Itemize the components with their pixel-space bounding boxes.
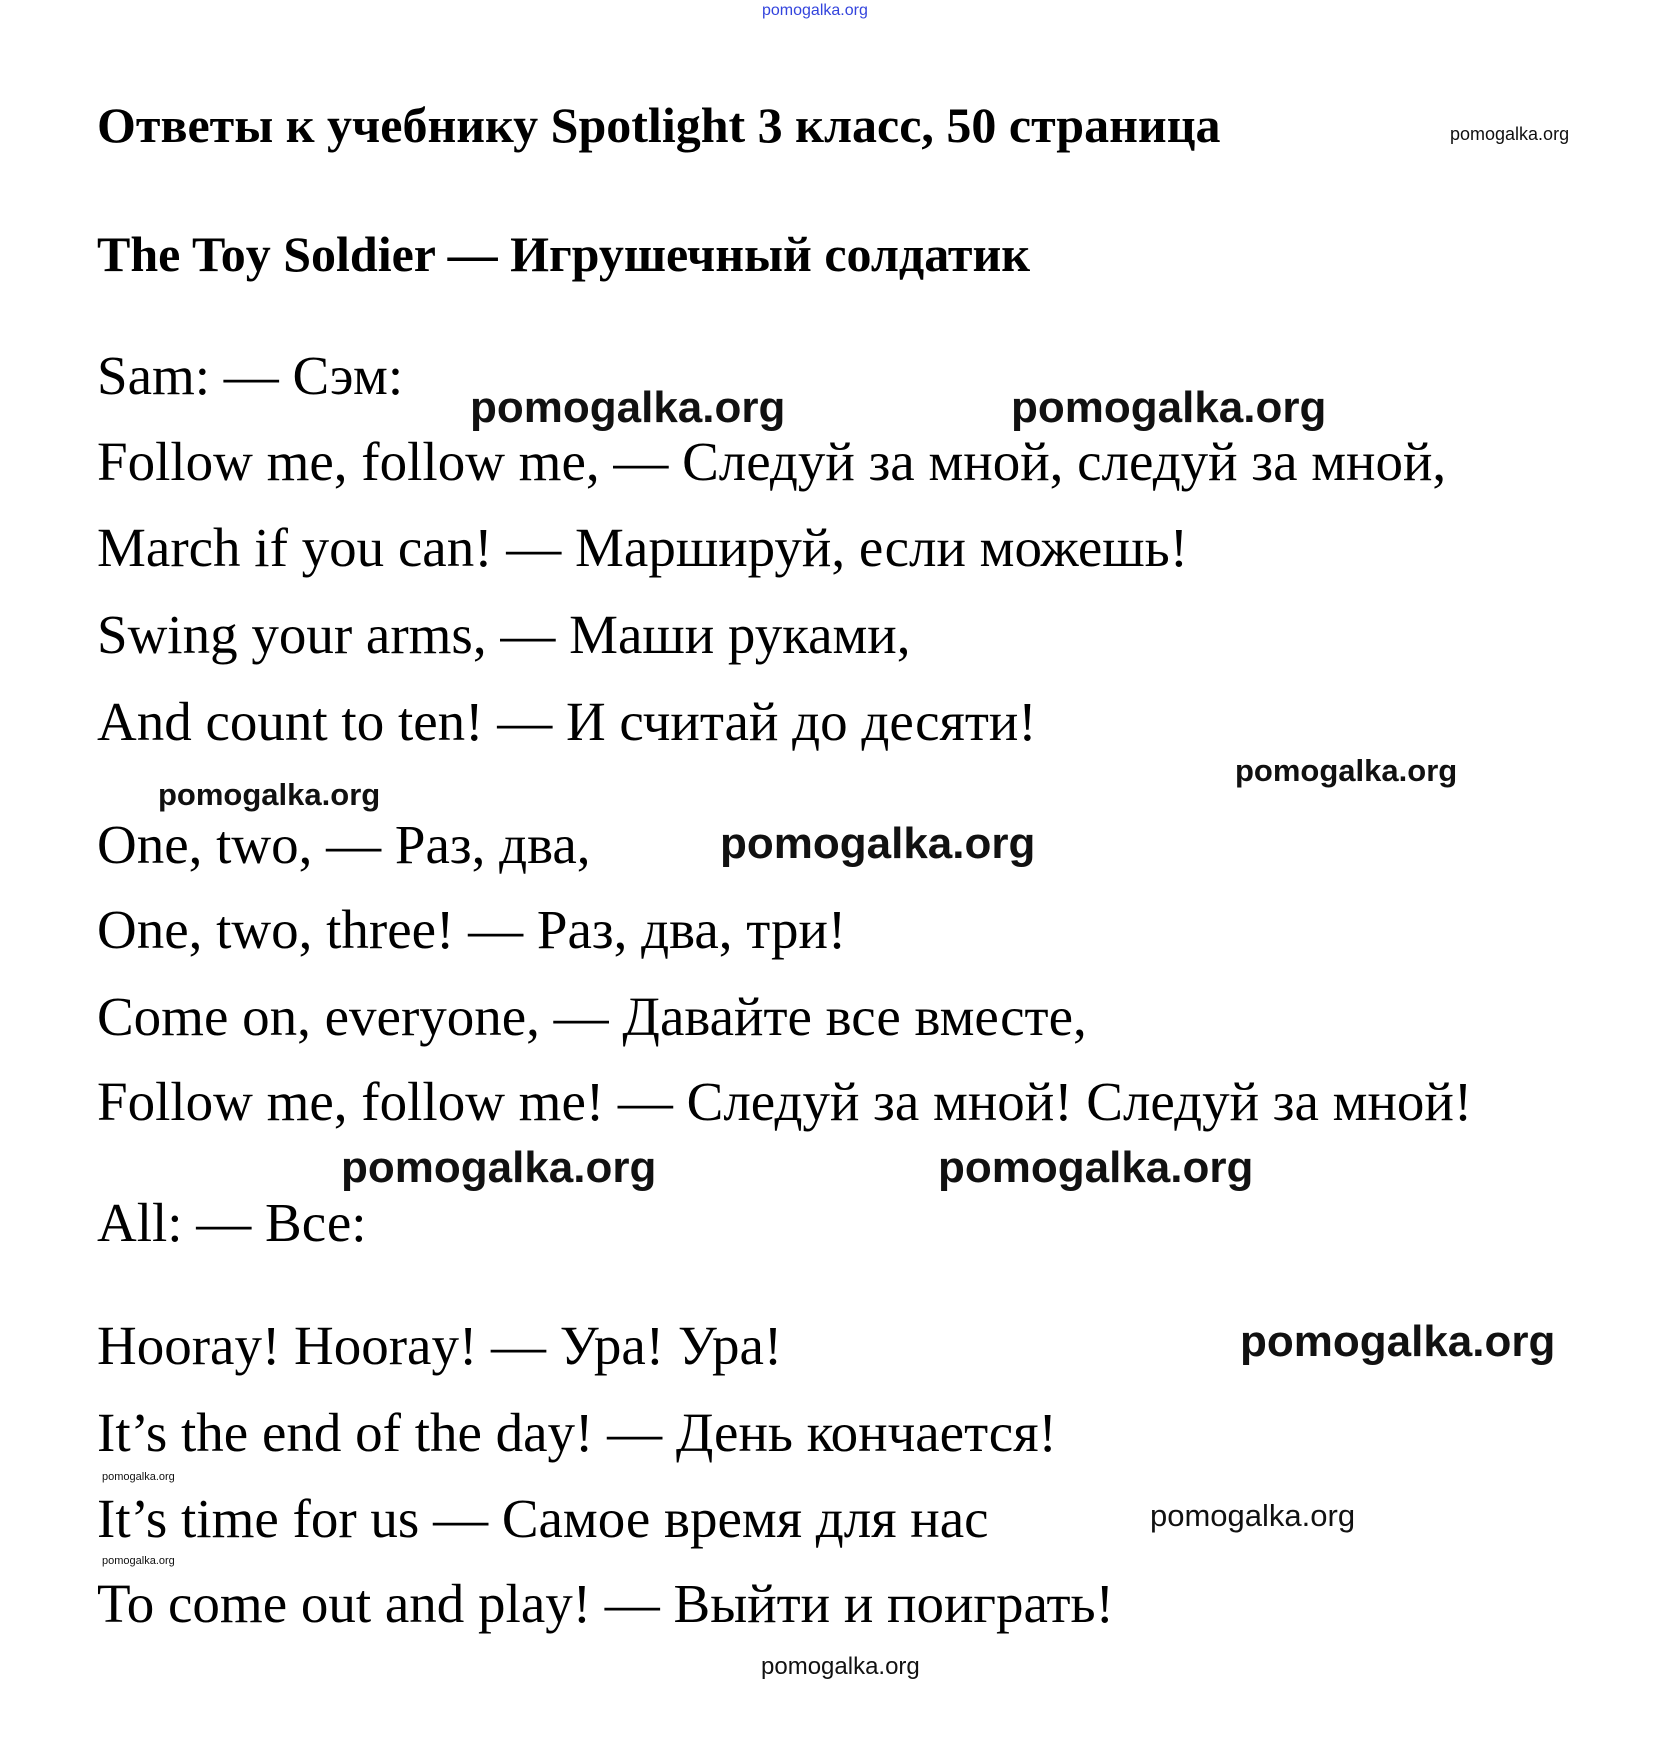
watermark: pomogalka.org [341, 1143, 657, 1192]
lyric-line: It’s the end of the day! — День кончается! [97, 1402, 1057, 1463]
lyric-line: Follow me, follow me, — Следуй за мной, следуй за мной, [97, 431, 1447, 492]
watermark: pomogalka.org [102, 1555, 175, 1567]
lyric-line: March if you can! — Маршируй, если можешь! [97, 517, 1189, 578]
lyric-line: To come out and play! — Выйти и поиграть! [97, 1573, 1114, 1634]
watermark: pomogalka.org [1450, 124, 1570, 144]
lyric-line: Come on, everyone, — Давайте все вместе, [97, 986, 1087, 1047]
lyric-line: All: — Все: [97, 1192, 367, 1253]
lyric-line: Follow me, follow me! — Следуй за мной! Следуй за мной! [97, 1071, 1473, 1132]
lyric-line: Sam: — Сэм: [97, 345, 404, 406]
watermark: pomogalka.org [158, 777, 381, 812]
song-title: The Toy Soldier — Игрушечный солдатик [97, 226, 1031, 282]
watermark: pomogalka.org [1235, 753, 1458, 788]
lyric-line: Swing your arms, — Маши руками, [97, 604, 911, 665]
lyric-line: And count to ten! — И считай до десяти! [97, 691, 1037, 752]
watermark: pomogalka.org [102, 1471, 175, 1483]
lyric-line: It’s time for us — Самое время для нас [97, 1488, 989, 1549]
watermark: pomogalka.org [1150, 1498, 1356, 1533]
lyric-line: One, two, — Раз, два, [97, 814, 591, 875]
watermark: pomogalka.org [1011, 383, 1327, 432]
page-title: Ответы к учебнику Spotlight 3 класс, 50 страница [97, 97, 1221, 153]
header-watermark[interactable]: pomogalka.org [762, 2, 868, 19]
watermark: pomogalka.org [761, 1653, 920, 1680]
watermark: pomogalka.org [720, 819, 1036, 868]
lyric-line: Hooray! Hooray! — Ура! Ура! [97, 1315, 783, 1376]
watermark: pomogalka.org [1240, 1317, 1556, 1366]
watermark: pomogalka.org [938, 1143, 1254, 1192]
watermark: pomogalka.org [470, 383, 786, 432]
lyric-line: One, two, three! — Раз, два, три! [97, 899, 847, 960]
